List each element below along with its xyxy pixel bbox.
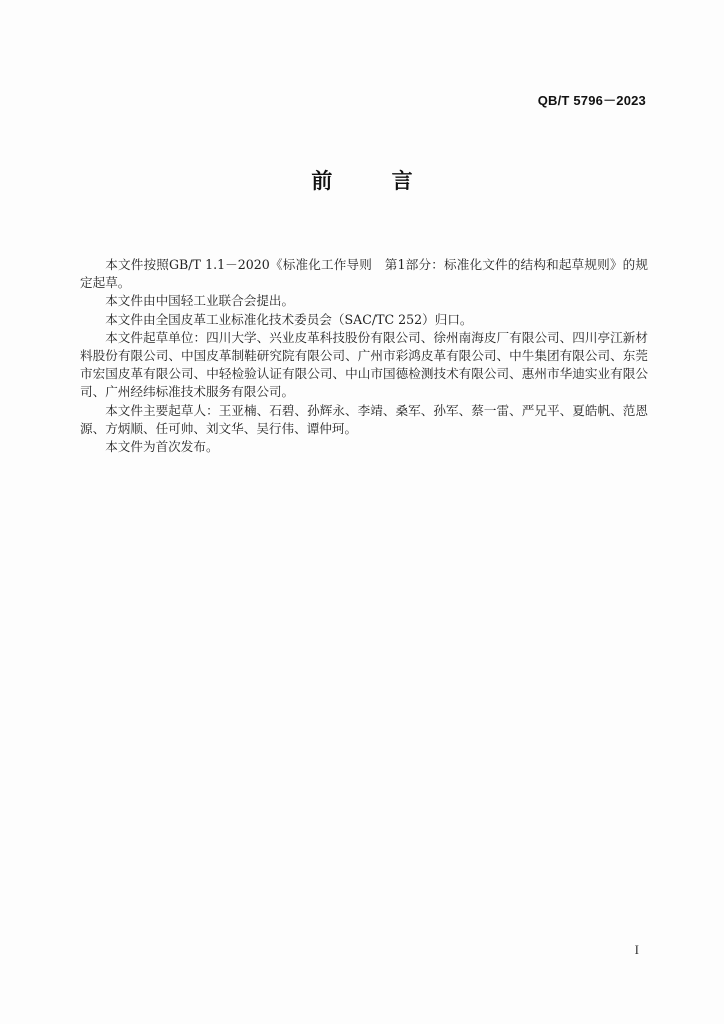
paragraph-drafting-organizations: 本文件起草单位：四川大学、兴业皮革科技股份有限公司、徐州南海皮厂有限公司、四川亭江新材料股份有限公司、中国皮革制鞋研究院有限公司、广州市彩鸿皮革有限公司、中牛集团有限公司、东莞市宏国皮革有限公司、中轻检验认证有限公司、中山市国德检测技术有限公司、惠州市华迪实业有限公司、广州经纬标准技术服务有限公司。 xyxy=(80,329,648,400)
foreword-body xyxy=(80,256,648,456)
paragraph-main-drafters: 本文件主要起草人：王亚楠、石碧、孙辉永、李靖、桑军、孙军、蔡一雷、严兄平、夏皓帆、范恩源、方炳顺、任可帅、刘文华、吴行伟、谭仲珂。 xyxy=(80,402,648,436)
paragraph-proposer: 本文件由中国轻工业联合会提出。 xyxy=(105,293,295,309)
paragraph-first-release: 本文件为首次发布。 xyxy=(105,439,219,455)
page-title: 前 言 xyxy=(311,169,439,193)
document-code: QB/T 5796－2023 xyxy=(537,93,646,108)
paragraph-drafting-rules: 本文件按照GB/T 1.1－2020《标准化工作导则 第1部分：标准化文件的结构和起草规则》的规定起草。 xyxy=(80,257,648,291)
paragraph-administrator: 本文件由全国皮革工业标准化技术委员会（SAC/TC 252）归口。 xyxy=(105,311,473,327)
page-number: I xyxy=(634,942,639,957)
